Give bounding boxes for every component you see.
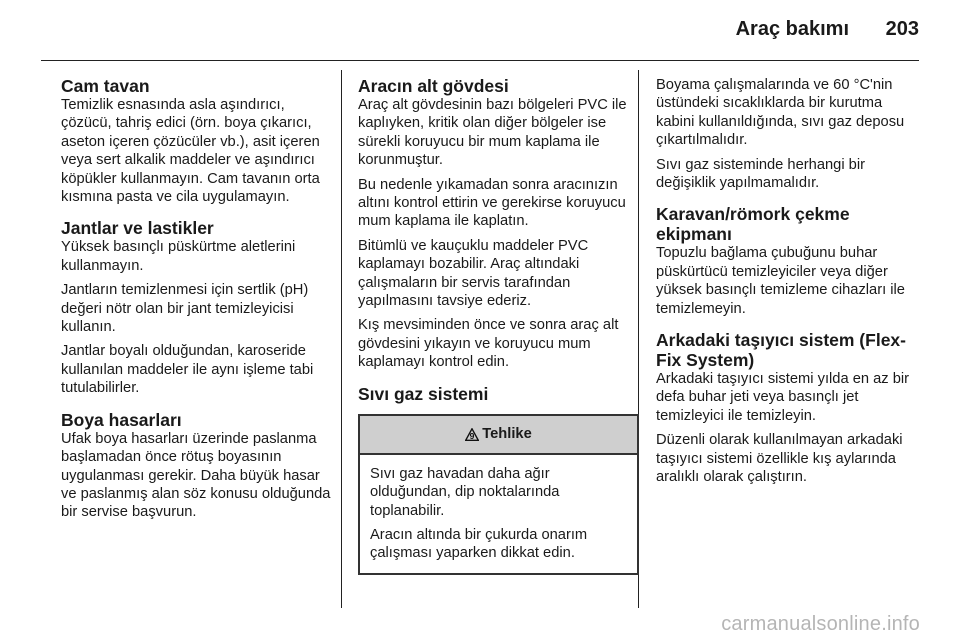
paragraph: Sıvı gaz havadan daha ağır olduğundan, dip noktalarında toplanabilir. [370, 465, 560, 519]
paragraph: Bitümlü ve kauçuklu maddeler PVC kaplamayı bozabilir. Araç altındaki çalışmaların bir servis tarafından yapılmasını tavsiye ederiz. [358, 237, 589, 310]
paragraph: Yüksek basınçlı püskürtme aletlerini kullanmayın. [61, 239, 296, 274]
warning-label: Tehlike [482, 425, 532, 442]
warning-header [360, 416, 637, 455]
paragraph: Temizlik esnasında asla aşındırıcı, çözücü, tahriş edici (örn. boya çıkarıcı, aseton içeren çözücüler vb.), asit içeren veya sert alkalik maddeler ve aşındırıcı köpükler kullanmayın. Cam tavanın orta kısmına pasta ve cila uygulamayın. [61, 97, 320, 206]
page-number: 203 [885, 18, 919, 40]
heading-cam-tavan: Cam tavan [61, 76, 150, 96]
svg-text:9: 9 [469, 430, 475, 441]
paragraph: Düzenli olarak kullanılmayan arkadaki taşıyıcı sistemi özellikle kış aylarında aralıklı olarak çalıştırın. [656, 432, 903, 486]
warning-body [360, 455, 637, 573]
column-divider-1 [341, 70, 342, 608]
warning-triangle-icon [465, 428, 479, 441]
paragraph: Arkadaki taşıyıcı sistemi yılda en az bir defa buhar jeti veya basınçlı jet temizleyici ile temizleyin. [656, 371, 910, 424]
heading-karavan-romork: Karavan/römork çekme ekipmanı [656, 204, 850, 245]
paragraph: Sıvı gaz sisteminde herhangi bir değişiklik yapılmamalıdır. [656, 156, 865, 192]
heading-arkadaki-tasiyici: Arkadaki taşıyıcı sistem (Flex-Fix System) [656, 330, 906, 371]
paragraph: Ufak boya hasarları üzerinde paslanma başlamadan önce rötuş boyasının uygulanması gerekir. Daha büyük hasar ve paslanmış alan söz konusu olduğunda bir servise başvurun. [61, 430, 331, 521]
paragraph: Jantlar boyalı olduğundan, karoseride kullanılan maddeler ile aynı işleme tabi tutulabilirler. [61, 343, 314, 397]
heading-jantlar-ve-lastikler: Jantlar ve lastikler [61, 218, 214, 239]
paragraph: Boyama çalışmalarında ve 60 °C'nin üstündeki sıcaklıklarda bir kurutma kabini kullanıldığında, sıvı gaz deposu çıkartılmalıdır. [656, 77, 905, 149]
paragraph: Bu nedenle yıkamadan sonra aracınızın altını kontrol ettirin ve gerekirse koruyucu mum kaplama ile kaplatın. [358, 176, 626, 230]
column-1 [61, 76, 333, 528]
page-header-title: Araç bakımı [735, 18, 849, 40]
header-rule [41, 60, 919, 61]
heading-aracin-alt-govdesi: Aracın alt gövdesi [358, 76, 509, 96]
column-2 [358, 76, 630, 575]
paragraph: Araç alt gövdesinin bazı bölgeleri PVC ile kaplıyken, kritik olan diğer bölgeler ise sürekli koruyucu bir mum kaplama ile korunmuştur. [358, 97, 627, 169]
paragraph: Kış mevsiminden önce ve sonra araç alt gövdesini yıkayın ve koruyucu mum kaplamayı kontrol edin. [358, 317, 619, 371]
paragraph: Topuzlu bağlama çubuğunu buhar püskürtücü temizleyiciler veya diğer yüksek basınçlı temizleme cihazları ile temizlemeyin. [656, 245, 905, 317]
column-3 [656, 76, 918, 493]
watermark: carmanualsonline.info [721, 613, 920, 635]
paragraph: Jantların temizlenmesi için sertlik (pH) değeri nötr olan bir jant temizleyicisi kullanın. [61, 282, 309, 336]
warning-box [358, 414, 639, 575]
paragraph: Aracın altında bir çukurda onarım çalışması yaparken dikkat edin. [370, 526, 588, 562]
heading-sivi-gaz-sistemi: Sıvı gaz sistemi [358, 383, 489, 404]
heading-boya-hasarlari: Boya hasarları [61, 409, 182, 430]
